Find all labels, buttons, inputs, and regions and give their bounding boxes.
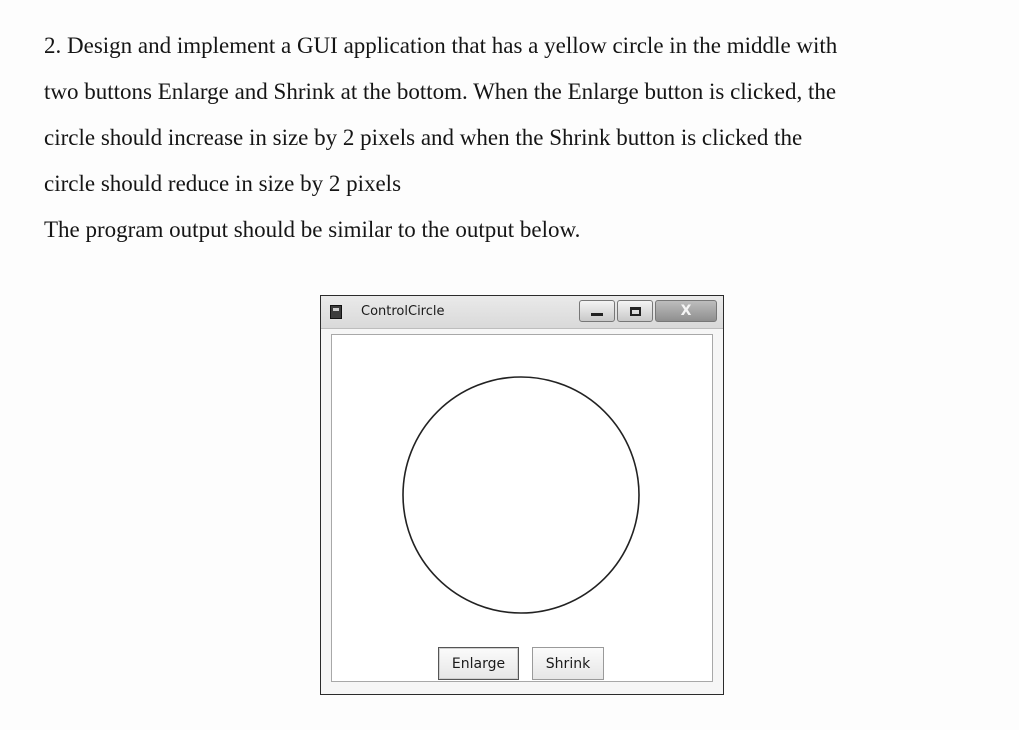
maximize-button[interactable]: [617, 300, 653, 322]
control-circle-window: [320, 295, 724, 695]
minimize-button[interactable]: [579, 300, 615, 322]
question-line-2: two buttons Enlarge and Shrink at the bottom. When the Enlarge button is clicked, the: [44, 79, 837, 104]
maximize-icon: [630, 307, 641, 316]
question-text: [44, 28, 984, 258]
circle-shape: [403, 377, 639, 613]
circle-canvas: [332, 335, 712, 681]
minimize-icon: [591, 313, 603, 316]
close-button[interactable]: [655, 300, 717, 322]
question-line-5: The program output should be similar to the output below.: [44, 217, 581, 242]
window-controls: [579, 300, 717, 322]
button-row: [438, 647, 604, 680]
enlarge-button[interactable]: Enlarge: [438, 647, 519, 680]
window-client-area: [331, 334, 713, 682]
question-line-3: circle should increase in size by 2 pixels and when the Shrink button is clicked the: [44, 125, 803, 150]
java-app-icon: [330, 305, 342, 319]
close-icon: X: [680, 303, 692, 319]
window-title: ControlCircle: [361, 304, 445, 319]
question-line-4: circle should reduce in size by 2 pixels: [44, 171, 402, 196]
window-titlebar[interactable]: [321, 296, 723, 329]
shrink-button[interactable]: Shrink: [532, 647, 604, 680]
question-line-1: 2. Design and implement a GUI application that has a yellow circle in the middle with: [44, 33, 838, 58]
